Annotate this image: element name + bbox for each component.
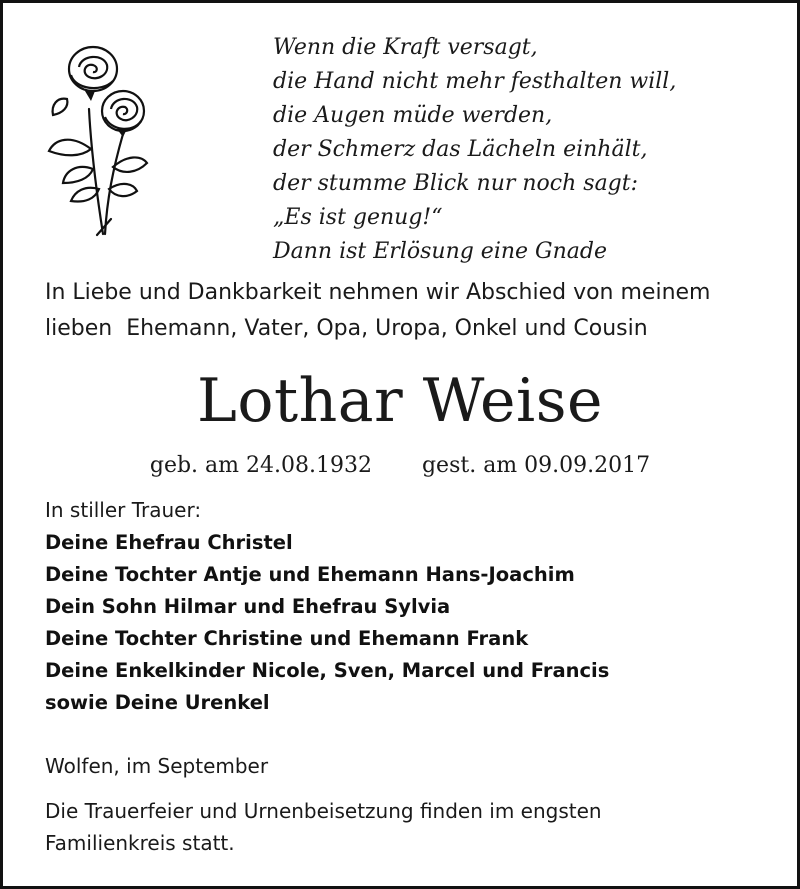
mourners-label: In stiller Trauer: xyxy=(45,498,202,522)
poem-line: der stumme Blick nur noch sagt: xyxy=(273,171,639,196)
poem-line: Dann ist Erlösung eine Gnade xyxy=(273,239,608,264)
mourners-list xyxy=(45,527,609,719)
poem-line: Wenn die Kraft versagt, xyxy=(273,35,538,60)
mourner-entry: sowie Deine Urenkel xyxy=(45,691,270,714)
intro-line: In Liebe und Dankbarkeit nehmen wir Abschied von meinem xyxy=(45,280,711,305)
mourner-entry: Deine Ehefrau Christel xyxy=(45,531,293,554)
life-dates xyxy=(3,451,797,481)
mourner-entry: Deine Enkelkinder Nicole, Sven, Marcel und Francis xyxy=(45,659,610,682)
roses-icon xyxy=(41,39,151,239)
mourner-entry: Deine Tochter Antje und Ehemann Hans-Joachim xyxy=(45,563,575,586)
deceased-name: Lothar Weise xyxy=(196,366,604,436)
poem-line: die Hand nicht mehr festhalten will, xyxy=(273,69,677,94)
birth-date: geb. am 24.08.1932 xyxy=(149,453,372,478)
poem-line: „Es ist genug!“ xyxy=(273,205,443,230)
closing-line: Die Trauerfeier und Urnenbeisetzung finden im engsten xyxy=(45,799,602,823)
place-and-date: Wolfen, im September xyxy=(45,754,269,778)
mourner-entry: Deine Tochter Christine und Ehemann Frank xyxy=(45,627,529,650)
intro-text xyxy=(45,275,710,347)
mourner-entry: Dein Sohn Hilmar und Ehefrau Sylvia xyxy=(45,595,451,618)
poem-line: der Schmerz das Lächeln einhält, xyxy=(273,137,648,162)
intro-line: lieben Ehemann, Vater, Opa, Uropa, Onkel und Cousin xyxy=(45,316,648,341)
death-date: gest. am 09.09.2017 xyxy=(421,453,651,478)
closing-note xyxy=(45,795,602,859)
closing-line: Familienkreis statt. xyxy=(45,831,235,855)
poem-line: die Augen müde werden, xyxy=(273,103,553,128)
poem xyxy=(273,31,793,269)
